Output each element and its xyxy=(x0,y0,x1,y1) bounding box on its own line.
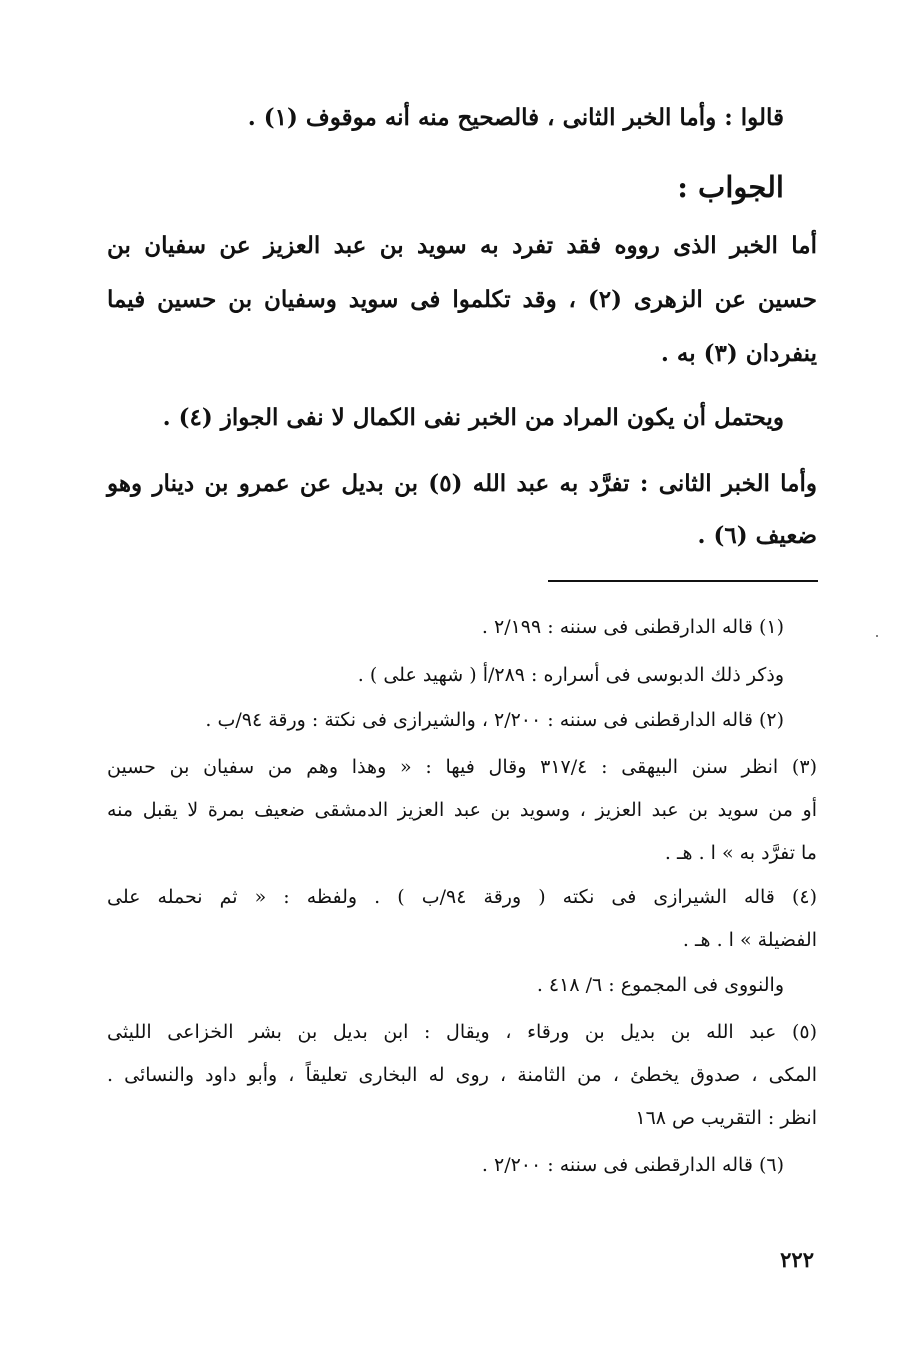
scan-speck xyxy=(876,635,878,637)
main-text-line-6: وأما الخبر الثانى : تفرَّد به عبد الله (٥) بن بديل عن عمرو بن دينار وهو xyxy=(107,470,817,497)
footnote-5-line-2: المكى ، صدوق يخطئ ، من الثامنة ، روى له البخارى تعليقاً ، وأبو داود والنسائى . xyxy=(107,1064,817,1086)
footnote-1-extra: وذكر ذلك الدبوسى فى أسراره : ٢٨٩/أ ( شهيد على ) . xyxy=(357,664,784,686)
footnote-divider xyxy=(548,580,818,582)
footnote-4-extra: والنووى فى المجموع : ٦/ ٤١٨ . xyxy=(536,974,784,996)
main-text-line-4: ينفردان (٣) به . xyxy=(660,340,817,367)
section-heading: الجواب : xyxy=(677,170,784,204)
main-text-line-2: أما الخبر الذى رووه فقد تفرد به سويد بن عبد العزيز عن سفيان بن xyxy=(107,232,817,259)
footnote-4-line-1: (٤) قاله الشيرازى فى نكته ( ورقة ٩٤/ب ) . ولفظه : « ثم نحمله على xyxy=(107,886,818,908)
main-text-line-1: قالوا : وأما الخبر الثانى ، فالصحيح منه أنه موقوف (١) . xyxy=(247,104,784,131)
footnote-4-line-2: الفضيلة » ا . هـ . xyxy=(682,929,817,951)
main-text-line-3: حسين عن الزهرى (٢) ، وقد تكلموا فى سويد وسفيان بن حسين فيما xyxy=(107,286,818,313)
footnote-5-line-3: انظر : التقريب ص ١٦٨ xyxy=(635,1107,817,1129)
footnote-3-line-3: ما تفرَّد به » ا . هـ . xyxy=(664,842,817,864)
main-text-line-7: ضعيف (٦) . xyxy=(697,522,817,549)
footnote-3-line-1: (٣) انظر سنن البيهقى : ٣١٧/٤ وقال فيها : « وهذا وهم من سفيان بن حسين xyxy=(107,756,817,778)
main-text-line-5: ويحتمل أن يكون المراد من الخبر نفى الكمال لا نفى الجواز (٤) . xyxy=(162,404,784,431)
footnote-3-line-2: أو من سويد بن عبد العزيز ، وسويد بن عبد العزيز الدمشقى ضعيف بمرة لا يقبل منه xyxy=(107,799,817,821)
footnote-2: (٢) قاله الدارقطنى فى سننه : ٢/٢٠٠ ، والشيرازى فى نكتة : ورقة ٩٤/ب . xyxy=(205,709,784,731)
footnote-1: (١) قاله الدارقطنى فى سننه : ٢/١٩٩ . xyxy=(481,616,784,638)
footnote-5-line-1: (٥) عبد الله بن بديل بن ورقاء ، ويقال : ابن بديل بن بشر الخزاعى الليثى xyxy=(107,1021,817,1043)
footnote-6: (٦) قاله الدارقطنى فى سننه : ٢/٢٠٠ . xyxy=(481,1154,784,1176)
page-number: ٢٢٢ xyxy=(780,1247,814,1272)
